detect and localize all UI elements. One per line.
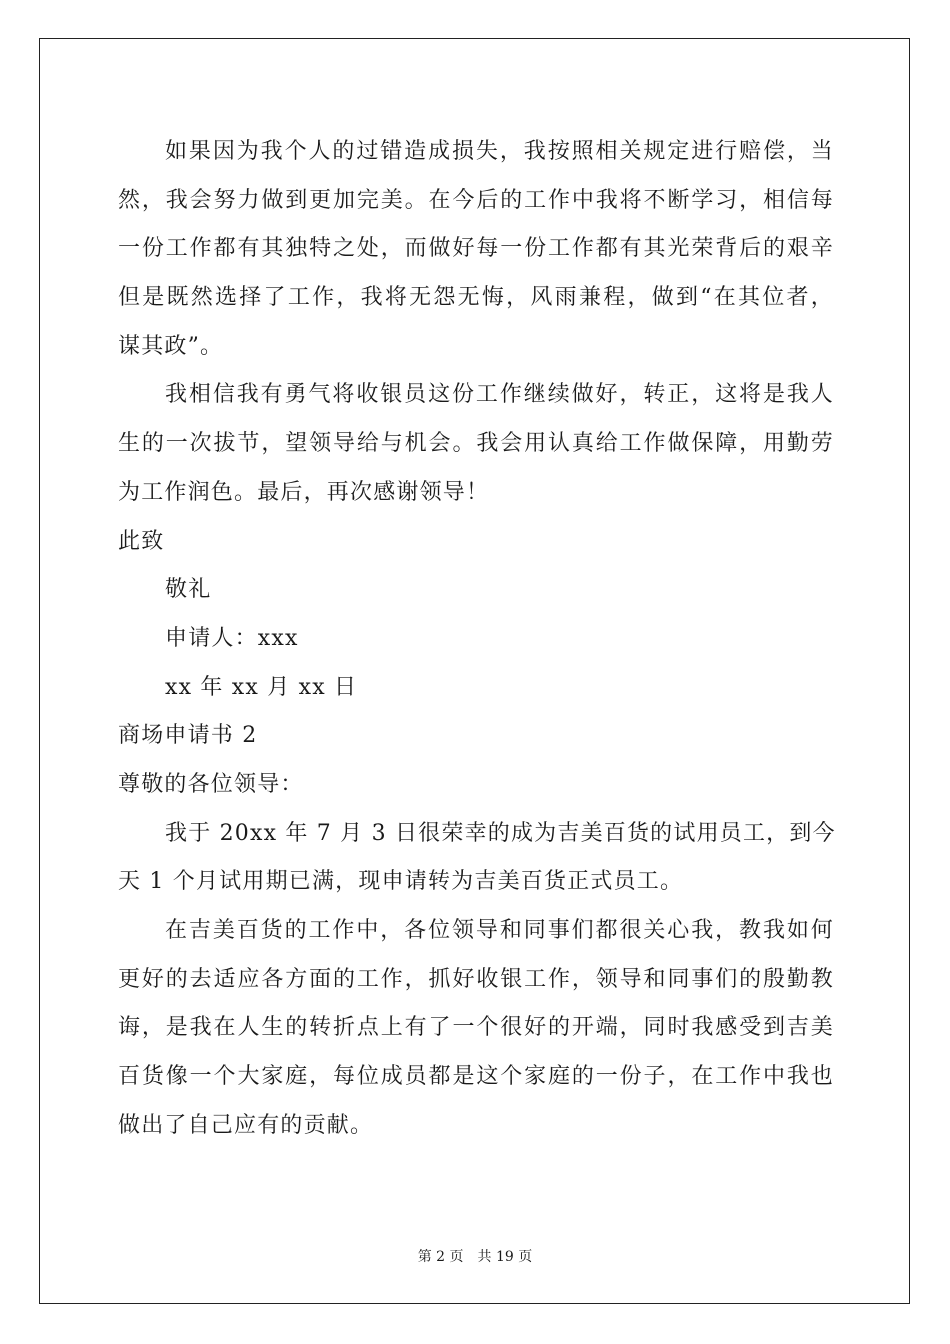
text-line: 然，我会努力做到更加完美。在今后的工作中我将不断学习，相信每 — [118, 187, 834, 213]
page-footer — [0, 1246, 950, 1266]
text-line: 天 1 个月试用期已满，现申请转为吉美百货正式员工。 — [118, 869, 684, 895]
text-line: 但是既然选择了工作，我将无怨无悔，风雨兼程，做到“在其位者， — [118, 285, 834, 311]
page-number: 第 2 页 — [417, 1249, 464, 1265]
text-line: 在吉美百货的工作中，各位领导和同事们都很关心我，教我如何 — [165, 918, 834, 943]
applicant-text: 申请人：xxx — [165, 625, 299, 651]
section-title: 商场申请书 2 — [118, 723, 258, 749]
text-line: 一份工作都有其独特之处，而做好每一份工作都有其光荣背后的艰辛 — [118, 236, 834, 262]
text-line: 我相信我有勇气将收银员这份工作继续做好，转正，这将是我人 — [165, 382, 834, 408]
text-line: 为工作润色。最后，再次感谢领导！ — [118, 479, 490, 505]
text-line: 如果因为我个人的过错造成损失，我按照相关规定进行赔偿，当 — [165, 139, 834, 164]
document-body — [118, 128, 834, 1150]
text-line: 生的一次拔节，望领导给与机会。我会用认真给工作做保障，用勤劳 — [118, 431, 834, 457]
text-line: 更好的去适应各方面的工作，抓好收银工作，领导和同事们的殷勤教 — [118, 966, 834, 992]
greeting-text: 尊敬的各位领导： — [118, 771, 304, 797]
date-text: xx 年 xx 月 xx 日 — [165, 674, 358, 700]
text-line: 谋其政”。 — [118, 333, 224, 359]
text-line: 百货像一个大家庭，每位成员都是这个家庭的一份子，在工作中我也 — [118, 1064, 834, 1090]
salute-text: 敬礼 — [165, 577, 212, 603]
closing-text: 此致 — [118, 528, 165, 554]
text-line: 我于 20xx 年 7 月 3 日很荣幸的成为吉美百货的试用员工，到今 — [165, 820, 836, 846]
text-line: 诲，是我在人生的转折点上有了一个很好的开端，同时我感受到吉美 — [118, 1015, 834, 1041]
text-line: 做出了自己应有的贡献。 — [118, 1112, 374, 1138]
page-total: 共 19 页 — [477, 1249, 533, 1265]
